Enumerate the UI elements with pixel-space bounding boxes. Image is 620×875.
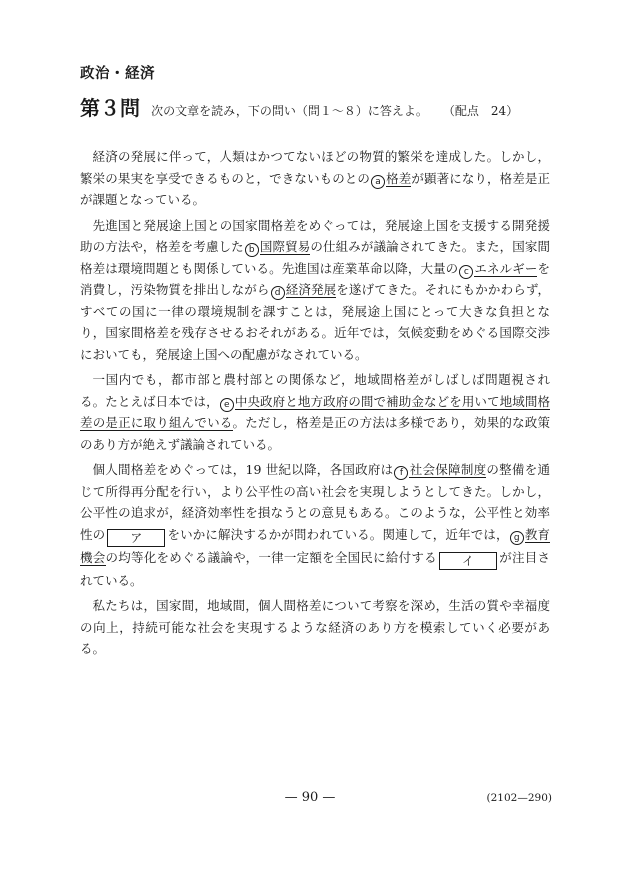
question-points: （配点 24） [442,104,519,118]
blank-box-a: ア [107,529,165,547]
passage-text: を消費し，汚染物質を排出しながら [80,260,550,297]
paragraph-1 [80,146,550,211]
underlined-term-b: 国際貿易 [259,239,311,254]
paragraph-2 [80,215,550,366]
marker-d-icon: d [271,286,285,300]
exam-code: (2102—290) [486,792,552,804]
passage [80,146,550,660]
question-number: 第３問 [80,96,140,120]
underlined-term-c: エネルギー [474,260,538,276]
question-instruction: 次の文章を読み，下の問い（問１～８）に答えよ。 [151,104,428,118]
paragraph-3 [80,369,550,455]
underlined-term-a: 格差 [386,170,412,186]
underlined-term-d: 経済発展 [285,282,337,297]
passage-text: の均等化をめぐる議論や，一律一定額を全国民に給付する [105,549,437,565]
underlined-term-g: 教育機会 [80,526,550,565]
passage-text: の仕組みが議論されてきた。また，国家間格差は環境問題とも関係している。先進国は産業革命以降，大量の [80,239,550,276]
passage-text: が顕著になり，格差是正が課題となっている。 [80,170,550,207]
underlined-term-f: 社会保障制度 [409,462,487,477]
paragraph-5 [80,595,550,660]
passage-text: が注目されている。 [80,549,550,588]
passage-text: 私たちは，国家間，地域間，個人間格差について考察を深め，生活の質や幸福度の向上，持続可能な社会を実現するような経済のあり方を模索していく必要がある。 [80,598,550,656]
passage-text: をいかに解決するかが問われている。関連して，近年では， [167,526,509,542]
passage-text: の整備を通じて所得再分配を行い，より公平性の高い社会を実現しようとしてきた。しかし，公平性の追求が，経済効率性を損なうとの意見もある。このような，公平性と効率性の [80,462,550,542]
marker-c-icon: c [459,265,473,279]
passage-text: 。ただし，格差是正の方法は多様であり，効果的な政策のあり方が絶えず議論されている。 [80,415,550,452]
passage-text: 経済の発展に伴って，人類はかつてないほどの物質的繁栄を達成した。しかし，繁栄の果実を享受できるものと，できないものとの [80,149,550,186]
page-number: — 90 — [284,790,336,805]
question-header [80,92,518,121]
subject-heading: 政治・経済 [80,66,155,82]
marker-g-icon: g [510,531,524,545]
marker-f-icon: f [394,466,408,480]
passage-text: 個人間格差をめぐっては，19 世紀以降，各国政府は [92,462,394,477]
paragraph-4 [80,459,550,591]
marker-a-icon: a [371,175,385,189]
passage-text: を遂げてきた。それにもかかわらず，すべての国に一律の環境規制を課すことは，発展途上国にとって大きな負担となり，国家間格差を残存させるおそれがある。近年では，気候変動をめぐる国際交渉においても，発展途上国への配慮がなされている。 [80,282,550,362]
marker-e-icon: e [220,398,234,412]
marker-b-icon: b [245,243,259,257]
passage-text: 一国内でも，都市部と農村部との関係など，地域間格差がしばしば問題視される。たとえば日本では， [80,372,550,409]
blank-box-i: イ [439,552,497,570]
passage-text: 先進国と発展途上国との国家間格差をめぐっては，発展途上国を支援する開発援助の方法や，格差を考慮した [80,217,550,254]
underlined-term-e: 中央政府と地方政府の間で補助金などを用いて地域間格差の是正に取り組んでいる [80,393,550,430]
